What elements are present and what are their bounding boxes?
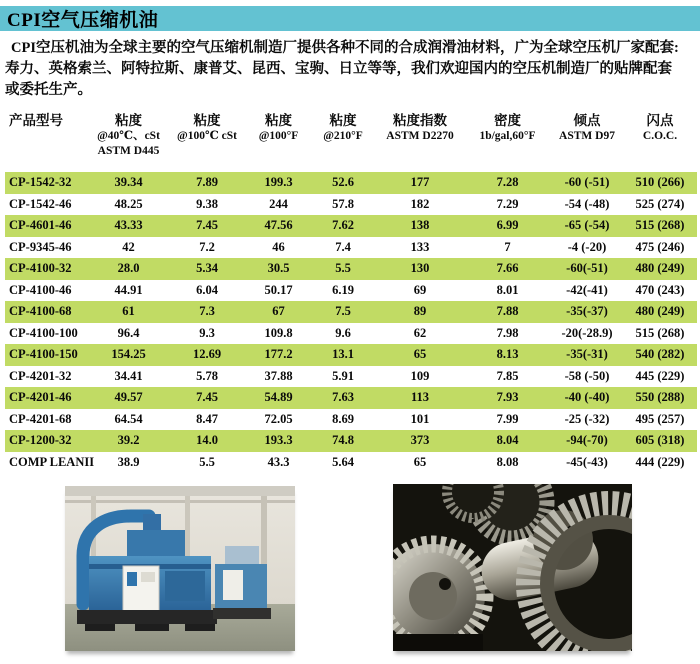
column-header	[376, 110, 464, 159]
cell-pour: -94(-70)	[566, 433, 608, 448]
compressor-detail	[165, 571, 205, 601]
table-row	[5, 194, 697, 216]
cell-density: 7.88	[496, 304, 519, 319]
cell-vi: 177	[410, 175, 430, 190]
column-label: 粘度指数	[393, 113, 447, 128]
table-row	[5, 409, 697, 431]
page-title-bar	[0, 6, 700, 31]
cell-pour: -58 (-50)	[564, 368, 610, 383]
cell-vi: 65	[413, 347, 427, 362]
table-row	[5, 280, 697, 302]
cell-v100c: 7.89	[196, 175, 218, 190]
cell-v210f: 57.8	[332, 196, 354, 211]
cell-model: CP-4201-32	[9, 368, 72, 383]
column-sublabel: ASTM D97	[559, 130, 615, 142]
column-label: 粘度	[115, 113, 142, 128]
cell-v210f: 7.4	[335, 239, 351, 254]
steel-gears-photo	[393, 484, 632, 651]
cell-vi: 101	[410, 411, 430, 426]
cell-flash: 475 (246)	[635, 239, 685, 254]
cell-density: 6.99	[496, 218, 519, 233]
cell-flash: 515 (268)	[635, 218, 685, 233]
table-row	[5, 237, 697, 259]
cell-v210f: 5.5	[335, 261, 351, 276]
column-header	[167, 110, 247, 159]
table-row	[5, 452, 697, 474]
column-header	[464, 110, 551, 159]
cell-density: 7.85	[496, 368, 519, 383]
cell-density: 7.98	[496, 325, 519, 340]
table-row	[5, 258, 697, 280]
machine-base-skid	[77, 610, 217, 624]
column-label: 密度	[494, 113, 521, 128]
table-row	[5, 344, 697, 366]
table-header-row	[5, 110, 697, 172]
photo-gap	[295, 486, 393, 651]
intro-paragraph	[5, 38, 695, 101]
cell-model: CP-4100-100	[9, 325, 78, 340]
cell-v100c: 7.2	[199, 239, 215, 254]
cell-v100c: 7.3	[199, 304, 215, 319]
table-row	[5, 366, 697, 388]
cell-v100f: 109.8	[264, 325, 293, 340]
table-row	[5, 323, 697, 345]
compressor-units-photo	[65, 486, 295, 651]
table-body	[5, 172, 697, 473]
cell-v100c: 9.3	[199, 325, 215, 340]
cell-v210f: 7.5	[335, 304, 351, 319]
cell-v100f: 177.2	[264, 347, 293, 362]
bolt-hole	[439, 578, 451, 590]
cell-v100f: 46	[272, 239, 285, 254]
cell-v210f: 5.91	[332, 368, 354, 383]
cell-vi: 69	[413, 282, 427, 297]
intro-line: CPI空压机油为全球主要的空气压缩机制造厂提供各种不同的合成润滑油材料，广为全球空压机厂家配套:	[11, 40, 679, 56]
cell-v210f: 5.64	[332, 454, 354, 469]
cell-v100c: 5.78	[196, 368, 218, 383]
column-sublabel: @210°F	[323, 130, 363, 142]
cell-vi: 130	[410, 261, 430, 276]
cell-v100f: 30.5	[267, 261, 290, 276]
ceiling-beam	[65, 500, 295, 503]
cell-density: 8.04	[496, 433, 519, 448]
cell-v100c: 6.04	[196, 282, 218, 297]
cell-vi: 373	[410, 433, 430, 448]
cell-v40: 48.25	[114, 196, 143, 211]
cell-model: CP-1200-32	[9, 433, 72, 448]
cell-model: CP-1542-32	[9, 175, 72, 190]
cell-vi: 89	[413, 304, 427, 319]
cell-flash: 510 (266)	[635, 175, 685, 190]
table-row	[5, 215, 697, 237]
column-sublabel: ASTM D2270	[386, 130, 454, 142]
column-header	[90, 110, 167, 159]
cell-v40: 49.57	[114, 390, 143, 405]
cell-density: 7.93	[496, 390, 519, 405]
cell-vi: 62	[413, 325, 427, 340]
cabinet-sign	[127, 572, 137, 586]
cell-density: 8.01	[496, 282, 519, 297]
cell-density: 8.08	[496, 454, 519, 469]
cell-v210f: 9.6	[335, 325, 351, 340]
column-sublabel: @100°F	[258, 130, 299, 142]
skid-foot	[85, 624, 115, 631]
cell-v100f: 199.3	[264, 175, 293, 190]
cell-v40: 61	[122, 304, 135, 319]
cell-pour: -20(-28.9)	[561, 325, 613, 340]
cell-pour: -60(-51)	[566, 261, 608, 276]
cell-v100f: 37.88	[264, 368, 293, 383]
table-row	[5, 301, 697, 323]
cell-model: CP-4100-32	[9, 261, 72, 276]
cell-v100f: 50.17	[264, 282, 293, 297]
cell-v100f: 54.89	[264, 390, 293, 405]
cell-v40: 39.34	[114, 175, 143, 190]
cell-v100c: 8.47	[196, 411, 218, 426]
cell-flash: 515 (268)	[635, 325, 685, 340]
cell-v40: 154.25	[111, 347, 146, 362]
cell-flash: 444 (229)	[635, 454, 685, 469]
cell-v100c: 9.38	[196, 196, 218, 211]
page-title: CPI空气压缩机油	[7, 10, 159, 31]
cell-v100f: 47.56	[264, 218, 293, 233]
photo-strip	[65, 486, 700, 651]
column-header	[551, 110, 623, 159]
cell-density: 7.99	[496, 411, 519, 426]
cell-pour: -40 (-40)	[564, 390, 610, 405]
machine-base-skid	[213, 608, 271, 619]
cabinet-panel	[141, 572, 155, 582]
cell-v100c: 12.69	[192, 347, 222, 362]
cell-model: CP-4100-150	[9, 347, 78, 362]
shadow-foreground	[393, 634, 483, 651]
cell-pour: -42(-41)	[566, 282, 608, 297]
cell-model: CP-4201-46	[9, 390, 72, 405]
column-header	[247, 110, 310, 159]
cell-v100f: 193.3	[264, 433, 293, 448]
cell-flash: 550 (288)	[635, 390, 685, 405]
cell-vi: 182	[410, 196, 430, 211]
skid-foot	[135, 624, 169, 631]
cell-v210f: 13.1	[332, 347, 354, 362]
cell-pour: -60 (-51)	[564, 175, 610, 190]
column-label: 闪点	[646, 113, 674, 128]
cell-flash: 495 (257)	[635, 411, 685, 426]
ceiling-beam	[65, 486, 295, 496]
column-label: 粘度	[329, 113, 357, 128]
cell-model: CP-9345-46	[9, 239, 72, 254]
column-header	[5, 110, 90, 159]
cell-model: CP-1542-46	[9, 196, 72, 211]
column-header	[623, 110, 697, 159]
cell-density: 8.13	[496, 347, 519, 362]
cell-v210f: 52.6	[332, 175, 354, 190]
cell-v100f: 72.05	[264, 411, 293, 426]
column-label: 粘度	[265, 113, 292, 128]
gear-left-hub	[409, 572, 457, 620]
cell-flash: 480 (249)	[635, 261, 685, 276]
cell-flash: 480 (249)	[635, 304, 685, 319]
cell-vi: 65	[413, 454, 427, 469]
cell-flash: 470 (243)	[635, 282, 685, 297]
skid-foot	[185, 624, 215, 631]
cell-v40: 28.0	[117, 261, 140, 276]
column-sublabel: C.O.C.	[642, 130, 678, 142]
cell-v100f: 67	[272, 304, 285, 319]
cell-density: 7.28	[496, 175, 519, 190]
table-row	[5, 172, 697, 194]
intro-line: 或委托生产。	[5, 82, 92, 98]
cell-model: CP-4201-68	[9, 411, 72, 426]
cell-v40: 64.54	[114, 411, 143, 426]
cell-v100c: 7.45	[196, 390, 218, 405]
column-header	[310, 110, 376, 159]
intro-line: 寿力、英格索兰、阿特拉斯、康普艾、昆西、宝驹、日立等等，我们欢迎国内的空压机制造厂的贴牌配套	[5, 61, 672, 77]
second-cabinet	[223, 570, 243, 600]
cell-pour: -65 (-54)	[564, 218, 610, 233]
cell-flash: 605 (318)	[635, 433, 685, 448]
cell-pour: -45(-43)	[566, 454, 608, 469]
cell-v210f: 8.69	[332, 411, 354, 426]
cell-model: CP-4100-68	[9, 304, 72, 319]
column-sublabel: @40℃、cSt	[97, 130, 160, 142]
product-spec-table	[5, 110, 697, 473]
column-sublabel: @100℃ cSt	[177, 130, 237, 142]
cell-pour: -4 (-20)	[567, 239, 607, 254]
cell-v40: 42	[122, 239, 135, 254]
cell-pour: -35(-31)	[566, 347, 608, 362]
cell-v40: 96.4	[117, 325, 140, 340]
cell-density: 7	[504, 239, 511, 254]
cell-density: 7.66	[496, 261, 519, 276]
column-sublabel: 1b/gal,60°F	[479, 130, 536, 142]
cell-model: COMP LEANII	[9, 454, 95, 469]
cell-vi: 133	[410, 239, 430, 254]
cell-flash: 525 (274)	[635, 196, 685, 211]
cell-flash: 445 (229)	[635, 368, 685, 383]
table-row	[5, 387, 697, 409]
cell-model: CP-4601-46	[9, 218, 72, 233]
cell-v210f: 7.62	[332, 218, 354, 233]
cell-v100c: 14.0	[196, 433, 218, 448]
cell-v40: 43.33	[114, 218, 143, 233]
cell-pour: -54 (-48)	[564, 196, 610, 211]
cell-vi: 138	[410, 218, 430, 233]
cell-vi: 109	[410, 368, 430, 383]
cell-vi: 113	[410, 390, 430, 405]
cell-v40: 34.41	[114, 368, 143, 383]
cell-v210f: 74.8	[332, 433, 354, 448]
cell-v40: 39.2	[117, 433, 140, 448]
cell-density: 7.29	[496, 196, 519, 211]
column-sublabel: ASTM D445	[97, 145, 160, 157]
cell-v40: 44.91	[114, 282, 143, 297]
cell-model: CP-4100-46	[9, 282, 72, 297]
cell-v100c: 5.5	[199, 454, 215, 469]
cell-v100c: 7.45	[196, 218, 218, 233]
cell-v100f: 244	[269, 196, 288, 211]
column-label: 粘度	[193, 113, 221, 128]
cell-v100c: 5.34	[196, 261, 218, 276]
cell-flash: 540 (282)	[635, 347, 685, 362]
column-label: 产品型号	[9, 113, 63, 128]
table-row	[5, 430, 697, 452]
cell-v100f: 43.3	[267, 454, 290, 469]
cell-pour: -35(-37)	[566, 304, 608, 319]
cell-v210f: 6.19	[332, 282, 354, 297]
cell-v210f: 7.63	[332, 390, 354, 405]
cell-pour: -25 (-32)	[564, 411, 610, 426]
cell-v40: 38.9	[117, 454, 140, 469]
column-label: 倾点	[573, 113, 601, 128]
